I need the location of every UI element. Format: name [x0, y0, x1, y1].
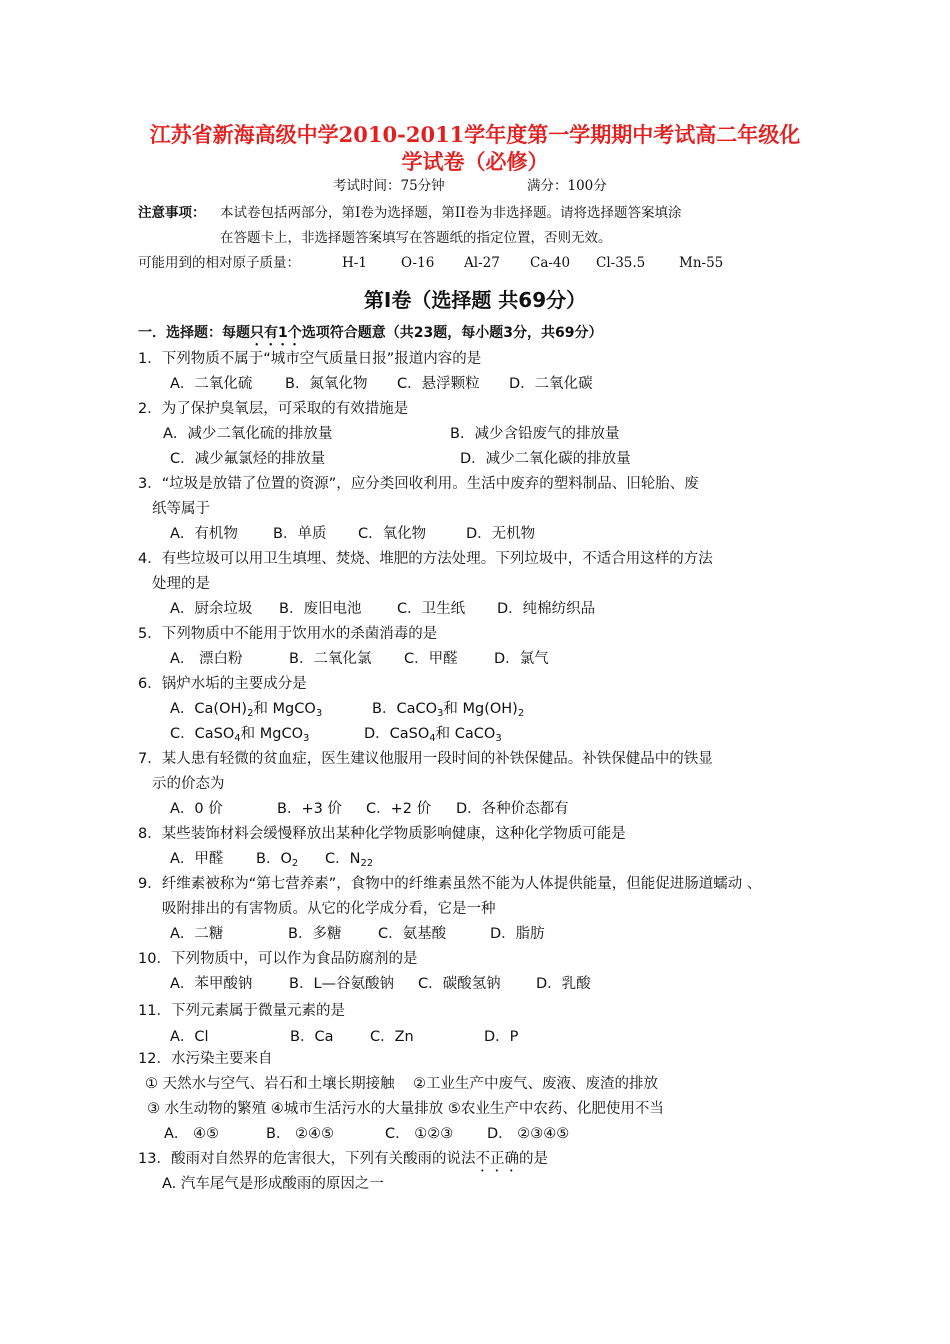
- notice-text-1: 本试卷包括两部分，第Ⅰ卷为选择题，第II卷为非选择题。请将选择题答案填涂: [220, 205, 682, 221]
- question-9-stem-cont: 吸附排出的有害物质。从它的化学成分看，它是一种: [162, 901, 496, 917]
- q2-option-c: C．减少氟氯烃的排放量: [170, 451, 326, 467]
- q4-option-c: C．卫生纸: [397, 601, 466, 617]
- q6-option-a: A．$Ca(OH)_2$和 MgCO$_3$: [170, 701, 323, 719]
- exam-title-line2: 学试卷（必修）: [401, 149, 549, 174]
- question-8-stem: 8．某些装饰材料会缓慢释放出某种化学物质影响健康，这种化学物质可能是: [138, 826, 626, 842]
- question-13-stem: 13．酸雨对自然界的危害很大，下列有关酸雨的说法不正确的是: [138, 1151, 548, 1167]
- exam-title-line1: 江苏省新海高级中学2010-2011学年度第一学期期中考试高二年级化: [149, 122, 801, 147]
- notice-text-2: 在答题卡上，非选择题答案填写在答题纸的指定位置，否则无效。: [220, 230, 612, 246]
- q9-option-b: B．多糖: [288, 926, 342, 942]
- question-3-stem-cont: 纸等属于: [152, 501, 210, 517]
- q3-option-b: B．单质: [273, 526, 327, 542]
- q7-option-c: C．+2 价: [366, 801, 432, 817]
- q7-option-b: B．+3 价: [277, 801, 342, 817]
- q6-option-d: D．CaSO$_4$和 CaCO$_3$: [364, 726, 502, 744]
- q9-option-d: D．脂肪: [490, 926, 545, 942]
- atomic-mass-label: 可能用到的相对原子质量：: [138, 255, 300, 271]
- q6-option-c: C．CaSO$_4$和 MgCO$_3$: [170, 726, 310, 744]
- question-4-stem: 4．有些垃圾可以用卫生填埋、焚烧、堆肥的方法处理。下列垃圾中，不适合用这样的方法: [138, 551, 713, 567]
- atomic-mass-o: O-16: [401, 255, 435, 271]
- q12-option-c: C． ①②③: [385, 1126, 454, 1142]
- instruction-emphasis: 只有1个: [250, 325, 302, 341]
- q1-option-b: B．氮氧化物: [285, 376, 368, 392]
- q5-option-d: D．氯气: [494, 651, 549, 667]
- atomic-mass-cl: Cl-35.5: [596, 255, 646, 271]
- q12-source-line-1: ① 天然水与空气、岩石和土壤长期接触 ②工业生产中废气、废液、废渣的排放: [145, 1076, 659, 1092]
- exam-title: [120, 121, 830, 175]
- q9-option-c: C．氨基酸: [378, 926, 447, 942]
- q2-option-a: A．减少二氧化硫的排放量: [163, 426, 333, 442]
- q8-option-c: C．$N_{22}$: [325, 851, 374, 869]
- question-9-stem: 9．纤维素被称为“第七营养素”，食物中的纤维素虽然不能为人体提供能量，但能促进肠道蠕动 、: [138, 876, 762, 892]
- q10-option-c: C．碳酸氢钠: [418, 976, 501, 992]
- q13-option-a: A. 汽车尾气是形成酸雨的原因之一: [162, 1176, 384, 1192]
- question-1-stem: 1．下列物质不属于“城市空气质量日报”报道内容的是: [138, 351, 482, 367]
- q9-option-a: A．二糖: [170, 926, 224, 942]
- full-score: 满分：100分: [527, 178, 607, 194]
- q1-option-d: D．二氧化碳: [509, 376, 593, 392]
- exam-time: 考试时间：75分钟: [333, 178, 445, 194]
- atomic-mass-mn: Mn-55: [679, 255, 724, 271]
- section-instruction: [138, 323, 602, 349]
- question-10-stem: 10．下列物质中，可以作为食品防腐剂的是: [138, 951, 418, 967]
- q1-option-c: C．悬浮颗粒: [397, 376, 480, 392]
- q5-option-b: B．二氧化氯: [289, 651, 372, 667]
- atomic-mass-al: Al-27: [464, 255, 500, 271]
- q12-source-line-2: ③ 水生动物的繁殖 ④城市生活污水的大量排放 ⑤农业生产中农药、化肥使用不当: [147, 1101, 664, 1117]
- q10-option-a: A．苯甲酸钠: [170, 976, 253, 992]
- q10-option-d: D．乳酸: [536, 976, 591, 992]
- instruction-pre: 一．选择题：每题: [138, 325, 250, 341]
- question-5-stem: 5．下列物质中不能用于饮用水的杀菌消毒的是: [138, 626, 438, 642]
- q4-option-a: A．厨余垃圾: [170, 601, 253, 617]
- question-7-stem: 7．某人患有轻微的贫血症，医生建议他服用一段时间的补铁保健品。补铁保健品中的铁显: [138, 751, 713, 767]
- notice-label: 注意事项：: [138, 205, 206, 221]
- q10-option-b: B．L—谷氨酸钠: [289, 976, 395, 992]
- q11-option-a: A．Cl: [170, 1029, 209, 1045]
- q11-option-d: D．P: [484, 1029, 519, 1045]
- question-4-stem-cont: 处理的是: [152, 576, 210, 592]
- question-12-stem: 12．水污染主要来自: [138, 1051, 273, 1067]
- question-7-stem-cont: 示的价态为: [152, 776, 225, 792]
- q7-option-d: D．各种价态都有: [456, 801, 569, 817]
- atomic-mass-h: H-1: [342, 255, 367, 271]
- q12-option-b: B． ②④⑤: [266, 1126, 335, 1142]
- question-2-stem: 2．为了保护臭氧层，可采取的有效措施是: [138, 401, 409, 417]
- q1-option-a: A．二氧化硫: [170, 376, 253, 392]
- atomic-mass-ca: Ca-40: [530, 255, 571, 271]
- q11-option-c: C．Zn: [370, 1029, 414, 1045]
- question-11-stem: 11．下列元素属于微量元素的是: [138, 1003, 345, 1019]
- q3-option-c: C．氧化物: [358, 526, 427, 542]
- q5-option-c: C．甲醛: [404, 651, 458, 667]
- q8-option-a: A．甲醛: [170, 851, 224, 867]
- q5-option-a: A． 漂白粉: [170, 651, 243, 667]
- q4-option-d: D．纯棉纺织品: [497, 601, 596, 617]
- q8-option-b: B．$O_2$: [256, 851, 299, 869]
- question-3-stem: 3．“垃圾是放错了位置的资源”，应分类回收利用。生活中废弃的塑料制品、旧轮胎、废: [138, 476, 699, 492]
- q6-option-b: B．CaCO$_3$和 $Mg(OH)_2$: [372, 701, 525, 719]
- q3-option-a: A．有机物: [170, 526, 238, 542]
- q2-option-d: D．减少二氧化碳的排放量: [460, 451, 631, 467]
- q12-option-d: D． ②③④⑤: [487, 1126, 570, 1142]
- q3-option-d: D．无机物: [466, 526, 536, 542]
- q2-option-b: B．减少含铅废气的排放量: [450, 426, 620, 442]
- q7-option-a: A．0 价: [170, 801, 223, 817]
- question-6-stem: 6．锅炉水垢的主要成分是: [138, 676, 307, 692]
- q13-emphasis: 不正确: [475, 1151, 519, 1167]
- q11-option-b: B．Ca: [290, 1029, 334, 1045]
- section-title: 第Ⅰ卷（选择题 共69分）: [363, 288, 587, 312]
- q4-option-b: B．废旧电池: [279, 601, 362, 617]
- q12-option-a: A． ④⑤: [164, 1126, 220, 1142]
- instruction-post: 选项符合题意（共23题，每小题3分，共69分）: [301, 325, 603, 341]
